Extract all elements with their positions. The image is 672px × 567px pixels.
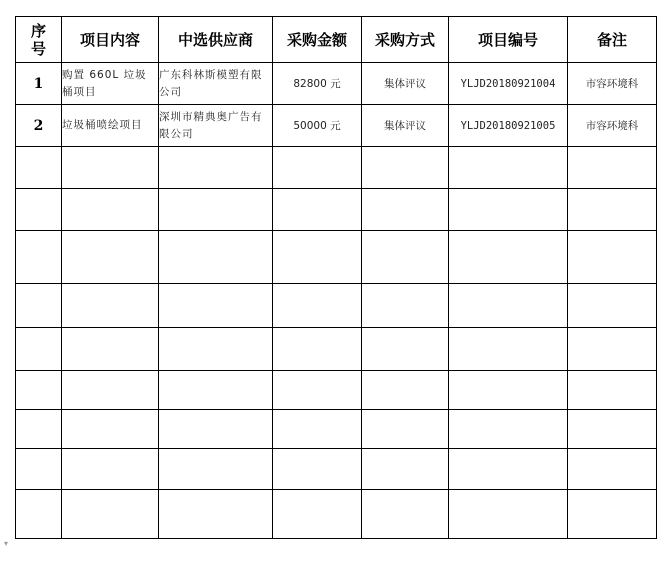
- row-supplier: 广东科林斯模塑有限公司: [159, 63, 273, 105]
- empty-cell: [273, 231, 362, 284]
- empty-cell: [568, 231, 657, 284]
- row-method: 集体评议: [362, 105, 449, 147]
- empty-cell: [16, 371, 62, 410]
- row-note: 市容环境科: [568, 63, 657, 105]
- empty-cell: [449, 449, 568, 490]
- empty-cell: [362, 410, 449, 449]
- empty-table-row: [16, 189, 657, 231]
- table-row: [16, 63, 657, 105]
- empty-cell: [449, 231, 568, 284]
- row-seq: 1: [16, 63, 62, 105]
- empty-cell: [62, 231, 159, 284]
- row-note: 市容环境科: [568, 105, 657, 147]
- header-note: 备注: [568, 17, 657, 63]
- empty-table-row: [16, 449, 657, 490]
- procurement-table: [15, 16, 657, 539]
- header-content: 项目内容: [62, 17, 159, 63]
- header-seq-line-2: 号: [30, 39, 46, 58]
- row-content: 购置 660L 垃圾桶项目: [62, 63, 159, 105]
- empty-cell: [16, 328, 62, 371]
- empty-cell: [449, 328, 568, 371]
- empty-table-row: [16, 147, 657, 189]
- empty-cell: [159, 490, 273, 539]
- empty-cell: [16, 490, 62, 539]
- empty-cell: [273, 371, 362, 410]
- empty-table-row: [16, 231, 657, 284]
- row-code: YLJD20180921005: [449, 105, 568, 147]
- empty-cell: [159, 189, 273, 231]
- empty-cell: [568, 147, 657, 189]
- empty-cell: [62, 189, 159, 231]
- header-amount: 采购金额: [273, 17, 362, 63]
- empty-cell: [16, 147, 62, 189]
- empty-cell: [362, 328, 449, 371]
- empty-cell: [273, 284, 362, 328]
- row-amount: 50000 元: [273, 105, 362, 147]
- empty-cell: [362, 189, 449, 231]
- empty-cell: [362, 371, 449, 410]
- empty-cell: [273, 490, 362, 539]
- empty-cell: [159, 231, 273, 284]
- empty-cell: [568, 371, 657, 410]
- empty-cell: [16, 284, 62, 328]
- empty-table-row: [16, 410, 657, 449]
- empty-cell: [568, 328, 657, 371]
- header-supplier: 中选供应商: [159, 17, 273, 63]
- empty-cell: [159, 410, 273, 449]
- row-code: YLJD20180921004: [449, 63, 568, 105]
- empty-cell: [568, 449, 657, 490]
- empty-cell: [62, 449, 159, 490]
- empty-cell: [62, 490, 159, 539]
- row-content: 垃圾桶喷绘项目: [62, 105, 159, 147]
- empty-cell: [16, 231, 62, 284]
- empty-cell: [16, 410, 62, 449]
- empty-cell: [62, 328, 159, 371]
- empty-cell: [362, 147, 449, 189]
- empty-cell: [62, 371, 159, 410]
- empty-cell: [362, 449, 449, 490]
- empty-cell: [62, 410, 159, 449]
- empty-cell: [273, 189, 362, 231]
- empty-cell: [159, 328, 273, 371]
- corner-mark: ▾: [4, 539, 9, 548]
- empty-table-row: [16, 328, 657, 371]
- empty-cell: [568, 490, 657, 539]
- empty-cell: [449, 284, 568, 328]
- empty-cell: [159, 449, 273, 490]
- header-code: 项目编号: [449, 17, 568, 63]
- empty-cell: [159, 147, 273, 189]
- empty-cell: [568, 284, 657, 328]
- empty-cell: [273, 410, 362, 449]
- empty-cell: [273, 147, 362, 189]
- empty-cell: [449, 410, 568, 449]
- empty-cell: [273, 449, 362, 490]
- header-seq: [16, 17, 62, 63]
- empty-cell: [449, 147, 568, 189]
- empty-cell: [568, 410, 657, 449]
- empty-cell: [159, 284, 273, 328]
- header-method: 采购方式: [362, 17, 449, 63]
- empty-cell: [568, 189, 657, 231]
- empty-table-row: [16, 284, 657, 328]
- empty-cell: [362, 231, 449, 284]
- empty-cell: [362, 284, 449, 328]
- row-method: 集体评议: [362, 63, 449, 105]
- empty-cell: [16, 189, 62, 231]
- empty-cell: [449, 490, 568, 539]
- header-seq-line-1: 序: [30, 21, 46, 40]
- empty-cell: [62, 284, 159, 328]
- empty-rows: [16, 147, 657, 539]
- empty-cell: [62, 147, 159, 189]
- empty-cell: [449, 189, 568, 231]
- empty-cell: [16, 449, 62, 490]
- row-supplier: 深圳市精典奥广告有限公司: [159, 105, 273, 147]
- empty-cell: [273, 328, 362, 371]
- row-amount: 82800 元: [273, 63, 362, 105]
- empty-table-row: [16, 371, 657, 410]
- empty-cell: [449, 371, 568, 410]
- empty-cell: [362, 490, 449, 539]
- header-row: [16, 17, 657, 63]
- table-row: [16, 105, 657, 147]
- empty-cell: [159, 371, 273, 410]
- empty-table-row: [16, 490, 657, 539]
- row-seq: 2: [16, 105, 62, 147]
